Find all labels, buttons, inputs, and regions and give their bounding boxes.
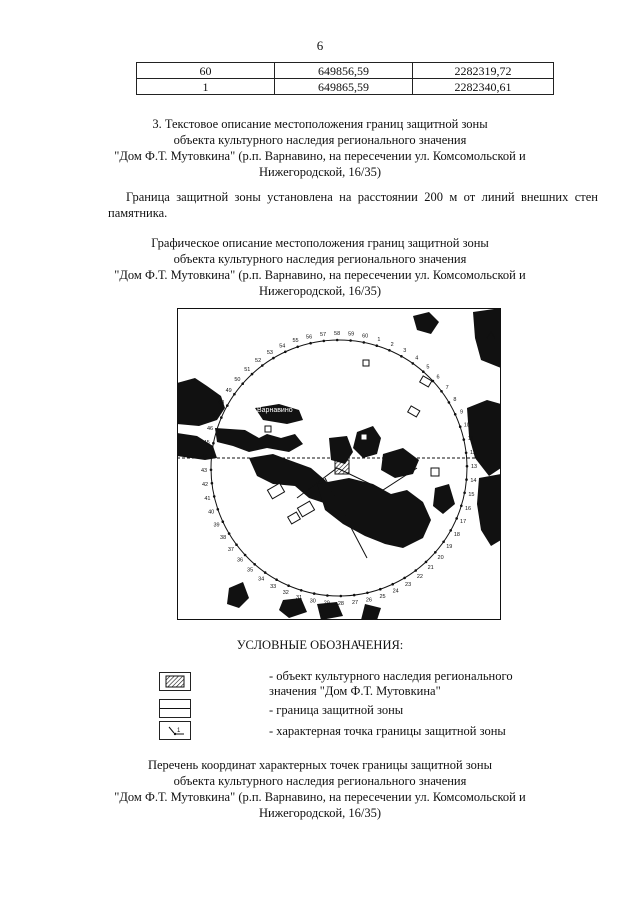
boundary-point — [244, 554, 247, 557]
boundary-point-label: 53 — [266, 350, 273, 357]
boundary-point — [403, 577, 406, 580]
boundary-point — [414, 569, 417, 572]
heritage-object — [335, 460, 349, 474]
legend-title: УСЛОВНЫЕ ОБОЗНАЧЕНИЯ: — [236, 638, 404, 652]
boundary-point — [465, 452, 468, 455]
boundary-point — [422, 370, 425, 373]
coordinates-table — [136, 62, 554, 95]
boundary-point — [211, 482, 214, 485]
boundary-point — [313, 592, 316, 595]
boundary-point-label: 19 — [446, 543, 453, 550]
boundary-point — [275, 578, 278, 581]
boundary-point — [253, 563, 256, 566]
section3-heading — [100, 116, 540, 180]
legend-boundary-label: - граница защитной зоны — [269, 703, 404, 717]
boundary-point-label: 54 — [279, 343, 286, 350]
boundary-point-label: 49 — [225, 388, 232, 395]
boundary-point-label: 17 — [460, 519, 467, 526]
boundary-point-label: 41 — [204, 495, 211, 502]
boundary-point-label: 30 — [309, 598, 316, 605]
boundary-point-label: 1 — [377, 337, 381, 343]
boundary-point-label: 34 — [258, 576, 265, 583]
boundary-point — [287, 584, 290, 587]
table-cell: 60 — [137, 63, 275, 79]
boundary-point — [210, 455, 213, 458]
boundary-point-label: 59 — [348, 331, 355, 338]
boundary-point — [213, 495, 216, 498]
heading-line: "Дом Ф.Т. Мутовкина" (р.п. Варнавино, на пересечении ул. Комсомольской и — [114, 268, 526, 282]
boundary-point-label: 13 — [470, 464, 478, 471]
boundary-point — [349, 339, 352, 342]
boundary-point — [463, 438, 466, 441]
boundary-point-label: 15 — [468, 492, 475, 499]
boundary-point — [264, 571, 267, 574]
legend-line: значения "Дом Ф.Т. Мутовкина" — [269, 684, 441, 698]
boundary-point-label: 52 — [255, 357, 262, 364]
boundary-point-label: 40 — [208, 509, 215, 516]
boundary-point — [454, 413, 457, 416]
boundary-point — [442, 541, 445, 544]
boundary-point-label: 29 — [323, 600, 330, 607]
boundary-point — [449, 529, 452, 532]
heading-line: 3. Текстовое описание местоположения границ защитной зоны — [152, 117, 488, 131]
boundary-point — [323, 340, 326, 343]
boundary-point-label: 26 — [365, 597, 372, 604]
list-heading — [100, 757, 540, 821]
boundary-point — [212, 442, 215, 445]
boundary-point-label: 48 — [218, 400, 225, 407]
boundary-point-label: 11 — [467, 436, 474, 443]
boundary-point-label: 23 — [405, 581, 412, 588]
table-cell: 2282319,72 — [413, 63, 554, 79]
boundary-point — [336, 339, 339, 342]
boundary-point — [425, 561, 428, 564]
boundary-point-label: 21 — [427, 565, 434, 571]
boundary-point — [460, 505, 463, 508]
boundary-point-label: 28 — [337, 601, 344, 607]
boundary-point-label: 39 — [213, 522, 220, 529]
boundary-point-label: 22 — [416, 574, 423, 581]
boundary-point — [233, 393, 236, 396]
boundary-point — [388, 349, 391, 352]
boundary-point — [440, 390, 443, 393]
boundary-point — [261, 364, 264, 367]
boundary-point-label: 56 — [306, 334, 313, 341]
boundary-point — [210, 469, 213, 472]
boundary-point-label: 10 — [463, 422, 470, 429]
legend-heritage-symbol — [159, 672, 191, 691]
heading-line: Графическое описание местоположения границ защитной зоны — [151, 236, 489, 250]
boundary-point — [284, 351, 287, 354]
table-row — [137, 63, 554, 79]
boundary-point — [353, 594, 356, 597]
boundary-point — [459, 425, 462, 428]
boundary-paragraph: Граница защитной зоны установлена на расстоянии 200 м от линий внешних стен памятника. — [108, 190, 598, 220]
heading-line: объекта культурного наследия регионального значения — [173, 133, 467, 147]
boundary-point-label: 12 — [469, 450, 477, 456]
boundary-point — [379, 588, 382, 591]
boundary-point-label: 8 — [453, 396, 457, 403]
boundary-point-label: 58 — [334, 331, 341, 337]
boundary-point — [241, 382, 244, 385]
boundary-point — [226, 404, 229, 407]
boundary-point — [376, 344, 379, 347]
heading-line: объекта культурного наследия регионального значения — [173, 774, 467, 788]
heading-line: объекта культурного наследия регионального значения — [173, 252, 467, 266]
boundary-point-label: 51 — [244, 367, 251, 373]
boundary-point — [217, 508, 220, 511]
heading-line: Нижегородской, 16/35) — [258, 284, 382, 298]
boundary-point-label: 32 — [282, 590, 289, 597]
boundary-point-label: 5 — [426, 364, 430, 371]
boundary-point — [296, 346, 299, 349]
boundary-point-label: 42 — [201, 482, 209, 488]
boundary-point-label: 25 — [379, 593, 386, 600]
boundary-point-label: 33 — [270, 583, 277, 590]
boundary-point — [412, 362, 415, 365]
boundary-point — [400, 355, 403, 358]
boundary-point-label: 27 — [351, 600, 359, 606]
boundary-point-label: 2 — [390, 341, 394, 348]
boundary-point-label: 7 — [445, 385, 449, 392]
boundary-point-label: 47 — [211, 412, 218, 419]
boundary-point-label: 43 — [200, 467, 208, 474]
boundary-point — [326, 594, 329, 597]
heading-line: Перечень координат характерных точек границы защитной зоны — [147, 758, 493, 772]
boundary-point-label: 50 — [234, 377, 241, 384]
boundary-point-label: 55 — [292, 338, 299, 345]
table-cell: 2282340,61 — [413, 79, 554, 95]
boundary-point-label: 31 — [296, 595, 303, 601]
boundary-point-label: 46 — [206, 426, 214, 433]
boundary-point-label: 38 — [220, 535, 227, 542]
boundary-point-label: 37 — [227, 546, 234, 553]
boundary-point — [235, 543, 238, 546]
heading-line: Нижегородской, 16/35) — [258, 165, 382, 179]
boundary-point-label: 60 — [362, 333, 369, 340]
boundary-point-label: 45 — [203, 439, 210, 446]
boundary-point — [222, 520, 225, 523]
boundary-point — [272, 357, 275, 360]
boundary-point — [391, 583, 394, 586]
boundary-point — [465, 478, 468, 481]
boundary-point-label: 3 — [403, 348, 407, 355]
boundary-point — [432, 380, 435, 383]
town-label: Варнавино — [257, 407, 293, 414]
boundary-point — [220, 416, 223, 419]
boundary-point — [463, 492, 466, 495]
boundary-point — [363, 341, 366, 344]
legend-point-symbol — [159, 721, 191, 740]
table-cell: 649856,59 — [275, 63, 413, 79]
boundary-point-label: 14 — [470, 478, 477, 485]
legend-point-number: 1 — [177, 728, 181, 734]
legend-point-label: - характерная точка границы защитной зоны — [269, 724, 506, 738]
table-row — [137, 79, 554, 95]
boundary-point-label: 44 — [201, 453, 208, 460]
heading-line: Нижегородской, 16/35) — [258, 806, 382, 820]
boundary-point-label: 18 — [453, 531, 460, 538]
boundary-point-label: 20 — [437, 554, 444, 561]
legend-heritage-label — [269, 669, 513, 699]
heading-line: "Дом Ф.Т. Мутовкина" (р.п. Варнавино, на пересечении ул. Комсомольской и — [114, 149, 526, 163]
legend-boundary-symbol — [159, 699, 191, 718]
boundary-point — [300, 589, 303, 592]
boundary-point-label: 4 — [415, 355, 419, 362]
page-number: 6 — [316, 38, 324, 53]
boundary-point — [448, 401, 451, 404]
boundary-point — [251, 373, 254, 376]
boundary-point-label: 9 — [459, 409, 464, 416]
boundary-point — [340, 595, 343, 598]
boundary-point — [466, 465, 469, 468]
legend-line: - объект культурного наследия регионального — [269, 669, 513, 683]
table-cell: 1 — [137, 79, 275, 95]
boundary-point-label: 16 — [464, 505, 472, 512]
boundary-point — [366, 592, 369, 595]
boundary-point-label: 36 — [236, 557, 244, 564]
boundary-point-label: 6 — [436, 374, 440, 381]
boundary-point — [215, 429, 218, 432]
boundary-point — [309, 342, 312, 345]
graphic-heading — [100, 235, 540, 299]
boundary-point-label: 24 — [392, 588, 399, 595]
table-cell: 649865,59 — [275, 79, 413, 95]
boundary-point — [228, 532, 231, 535]
zone-map — [177, 308, 501, 620]
boundary-point-label: 57 — [319, 332, 327, 338]
boundary-point-label: 35 — [247, 567, 254, 574]
boundary-point — [455, 517, 458, 520]
heading-line: "Дом Ф.Т. Мутовкина" (р.п. Варнавино, на пересечении ул. Комсомольской и — [114, 790, 526, 804]
boundary-point — [434, 551, 437, 554]
